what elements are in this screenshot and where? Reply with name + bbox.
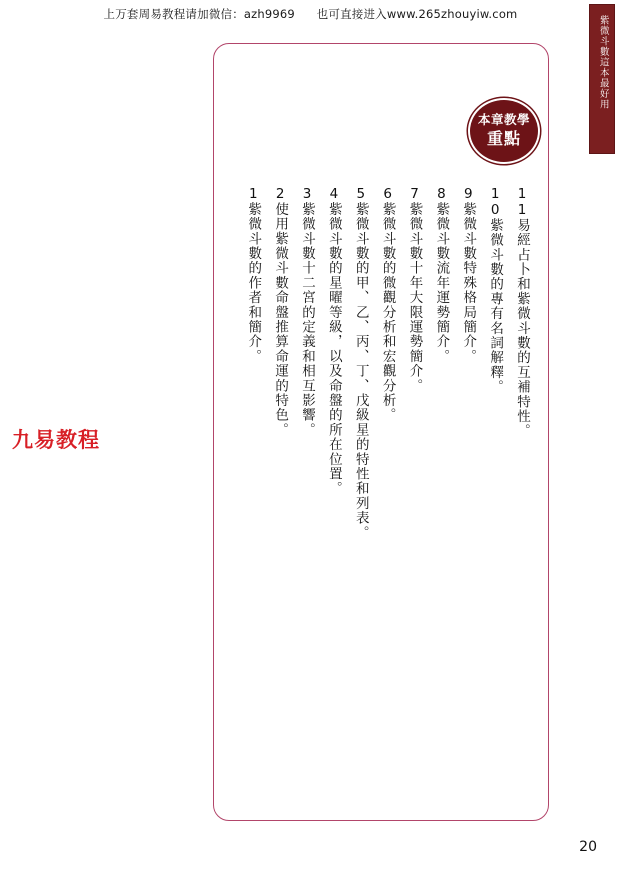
- list-item: [271, 186, 288, 786]
- side-tab-label: 紫微斗數這本最好用: [597, 15, 609, 110]
- badge-line-1: 本章教學: [477, 112, 530, 128]
- list-item-text: 紫微斗數的微觀分析和宏觀分析。: [379, 202, 396, 423]
- watermark-right-text: 也可直接进入www.265zhouyiw.com: [316, 7, 518, 21]
- chapter-highlight-box: [213, 43, 549, 821]
- list-item-text: 紫微斗數的星曜等級，以及命盤的所在位置。: [325, 202, 342, 496]
- list-item: [298, 186, 315, 786]
- list-item-number: 11: [514, 186, 530, 218]
- list-item: [406, 186, 423, 786]
- list-item: [513, 186, 530, 786]
- list-item: [325, 186, 342, 786]
- list-item: [433, 186, 450, 786]
- list-item-text: 紫微斗數特殊格局簡介。: [460, 202, 477, 364]
- chapter-topics-list: [234, 186, 530, 796]
- list-item-number: 5: [352, 186, 369, 202]
- list-item-text: 易經占卜和紫微斗數的互補特性。: [514, 218, 530, 439]
- watermark-banner: [0, 6, 621, 22]
- list-item-text: 使用紫微斗數命盤推算命運的特色。: [272, 202, 289, 438]
- list-item-text: 紫微斗數流年運勢簡介。: [433, 202, 450, 364]
- list-item: [459, 186, 476, 786]
- badge-line-2: 重點: [486, 129, 521, 149]
- page-number: 20: [579, 839, 597, 855]
- watermark-left-text: 上万套周易教程请加微信：azh9969: [103, 7, 295, 21]
- list-item: [244, 186, 261, 786]
- list-item-text: 紫微斗數的專有名詞解釋。: [487, 218, 504, 395]
- list-item: [352, 186, 369, 786]
- list-item-number: 9: [460, 186, 477, 202]
- list-item-number: 6: [379, 186, 396, 202]
- list-item-text: 紫微斗數十二宮的定義和相互影響。: [299, 202, 315, 438]
- list-item-text: 紫微斗數的甲、乙、丙、丁、戊級星的特性和列表。: [352, 202, 369, 541]
- list-item-text: 紫微斗數十年大限運勢簡介。: [406, 202, 423, 394]
- publisher-logo: 九易教程: [12, 428, 100, 452]
- list-item-number: 7: [406, 186, 423, 202]
- list-item-text: 紫微斗數的作者和簡介。: [245, 202, 262, 364]
- side-tab-inner: [590, 15, 616, 145]
- side-tab: [589, 4, 615, 154]
- list-item-number: 8: [433, 186, 450, 202]
- list-item: [379, 186, 396, 786]
- list-item-number: 2: [272, 186, 289, 202]
- list-item-number: 3: [299, 186, 315, 202]
- list-item-number: 1: [245, 186, 262, 202]
- list-item-number: 10: [487, 186, 504, 218]
- chapter-focus-badge: [468, 98, 540, 164]
- list-item: [486, 186, 503, 786]
- list-item-number: 4: [325, 186, 342, 202]
